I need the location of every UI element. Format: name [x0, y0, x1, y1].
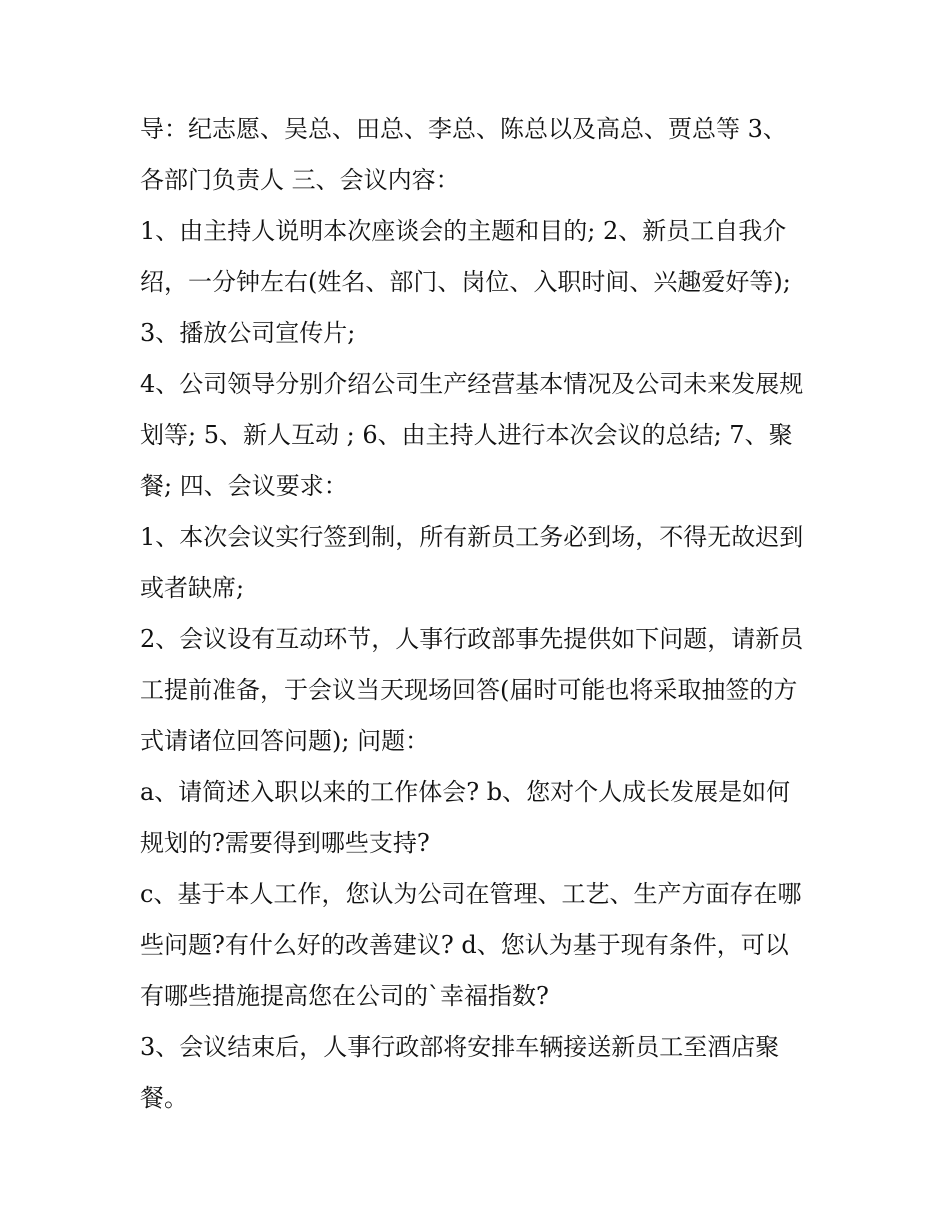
paragraph-questions-a-b: a、请简述入职以来的工作体会? b、您对个人成长发展是如何规划的?需要得到哪些支持?	[140, 778, 791, 857]
paragraph-agenda-4-7: 4、公司领导分别介绍公司生产经营基本情况及公司未来发展规划等; 5、新人互动 ; 6、由主持人进行本次会议的总结; 7、聚餐; 四、会议要求：	[140, 370, 804, 500]
paragraph-requirement-1: 1、本次会议实行签到制，所有新员工务必到场，不得无故迟到或者缺席;	[140, 523, 804, 602]
paragraph-attendees: 导：纪志愿、吴总、田总、李总、陈总以及高总、贾总等 3、各部门负责人 三、会议内容：	[140, 115, 787, 194]
paragraph-requirement-2: 2、会议设有互动环节，人事行政部事先提供如下问题，请新员工提前准备，于会议当天现场回答(届时可能也将采取抽签的方式请诸位回答问题); 问题：	[140, 625, 804, 755]
paragraph-agenda-1-3: 1、由主持人说明本次座谈会的主题和目的; 2、新员工自我介绍，一分钟左右(姓名、部门、岗位、入职时间、兴趣爱好等); 3、播放公司宣传片;	[140, 217, 791, 347]
paragraph-questions-c-d: c、基于本人工作，您认为公司在管理、工艺、生产方面存在哪些问题?有什么好的改善建议? d、您认为基于现有条件，可以有哪些措施提高您在公司的`幸福指数?	[140, 880, 802, 1010]
document-body	[140, 104, 810, 1124]
paragraph-requirement-3: 3、会议结束后，人事行政部将安排车辆接送新员工至酒店聚餐。	[140, 1033, 780, 1112]
